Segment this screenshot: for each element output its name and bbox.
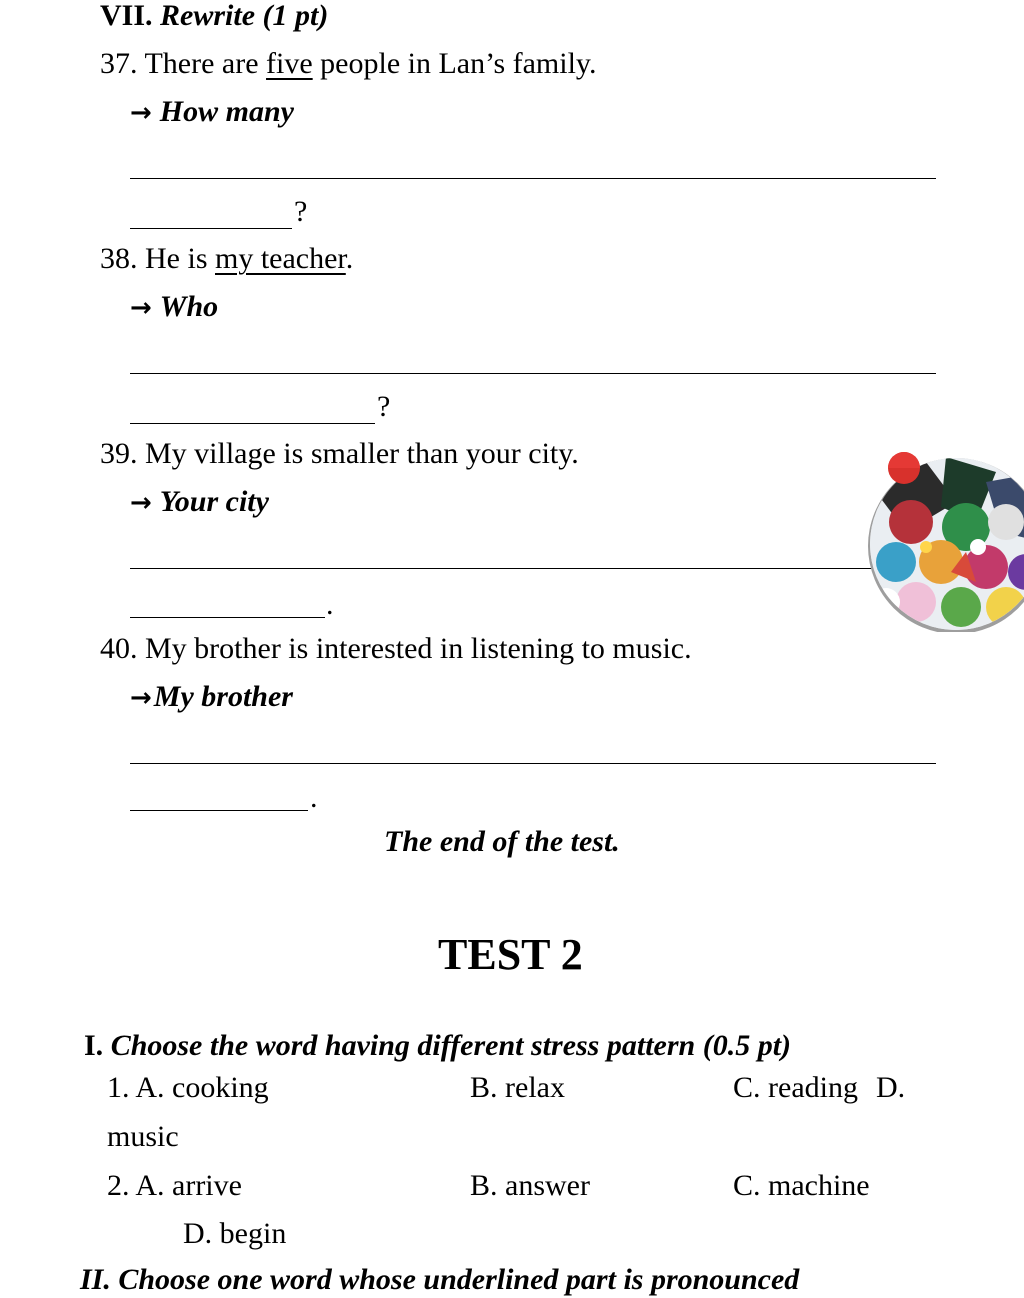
arrow-right-icon: → <box>130 683 152 713</box>
section-heading-stress <box>84 1028 791 1064</box>
answer-line[interactable] <box>130 568 936 569</box>
answer-line[interactable] <box>130 373 936 374</box>
prompt-37: → How many <box>130 95 294 128</box>
prompt-39: → Your city <box>130 485 269 518</box>
option-1d-prefix: D. <box>876 1071 906 1104</box>
option-1b: B. relax <box>470 1071 565 1104</box>
question-37: 37. There are five people in Lan’s family. <box>100 47 597 80</box>
end-punctuation: . <box>310 781 318 814</box>
question-40: 40. My brother is interested in listening to music. <box>100 632 692 665</box>
underlined-word: five <box>266 47 313 80</box>
answer-line[interactable] <box>130 178 936 179</box>
answer-line-short[interactable] <box>130 228 292 229</box>
option-2d: D. begin <box>183 1217 287 1250</box>
section-title: Choose the word having different stress pattern (0.5 pt) <box>110 1029 792 1062</box>
option-2c: C. machine <box>733 1169 870 1202</box>
section-title: Rewrite (1 pt) <box>160 0 329 32</box>
arrow-right-icon: → <box>130 293 152 323</box>
question-39: 39. My village is smaller than your city. <box>100 437 579 470</box>
answer-line-short[interactable] <box>130 810 308 811</box>
option-2a: 2. A. arrive <box>107 1169 242 1202</box>
option-1a: 1. A. cooking <box>107 1071 269 1104</box>
arrow-right-icon: → <box>130 488 152 518</box>
section-heading-pronunciation-partial: II. Choose one word whose underlined part is pronounced <box>80 1263 800 1296</box>
section-number: VII. <box>100 0 153 32</box>
prompt-38: → Who <box>130 290 219 323</box>
end-punctuation: ? <box>294 195 308 228</box>
option-1d-word: music <box>107 1120 179 1153</box>
answer-line-short[interactable] <box>130 423 375 424</box>
option-1c: C. reading <box>733 1071 858 1104</box>
test-2-title: TEST 2 <box>438 930 583 979</box>
arrow-right-icon: → <box>130 98 152 128</box>
option-2b: B. answer <box>470 1169 590 1202</box>
end-of-test-text: The end of the test. <box>384 825 620 858</box>
prompt-40: →My brother <box>130 680 293 713</box>
underlined-word: my teacher <box>215 242 346 275</box>
end-punctuation: ? <box>377 390 391 423</box>
answer-line[interactable] <box>130 763 936 764</box>
section-heading-rewrite <box>100 0 328 34</box>
end-punctuation: . <box>326 588 334 621</box>
section-number: I. <box>84 1029 104 1062</box>
answer-line-short[interactable] <box>130 617 325 618</box>
pokemon-collage-sticker-icon <box>866 452 1024 632</box>
question-38: 38. He is my teacher. <box>100 242 354 275</box>
